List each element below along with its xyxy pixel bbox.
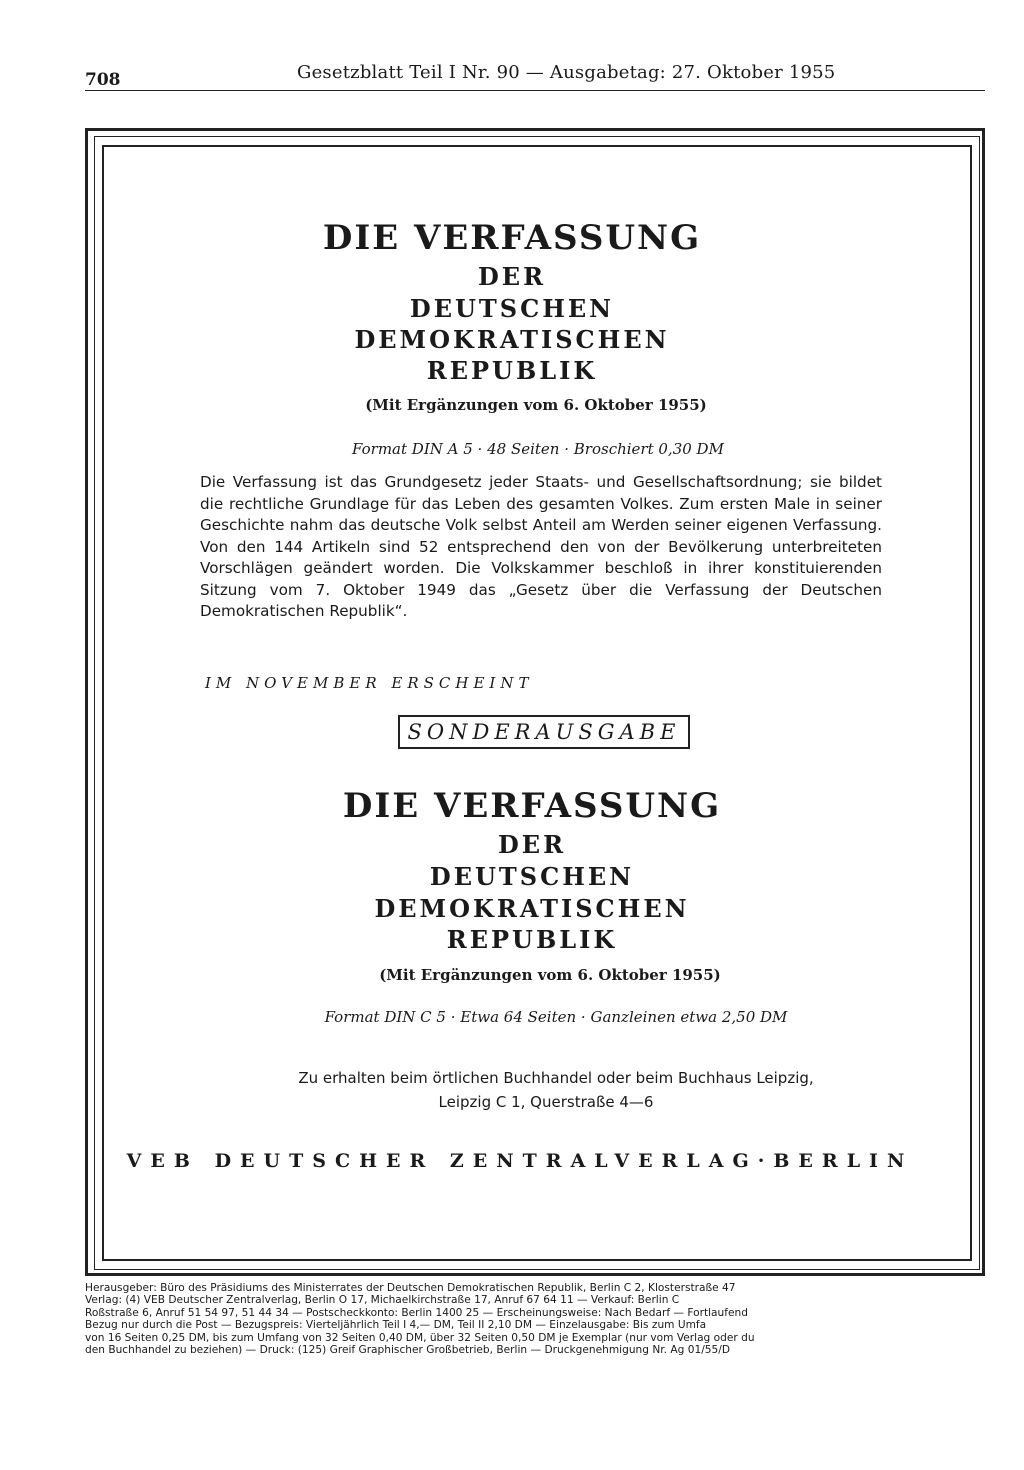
page-header [85, 62, 985, 91]
special-edition-box: SONDERAUSGABE [398, 715, 690, 749]
gazette-header-title: Gesetzblatt Teil I Nr. 90 — Ausgabetag: 27. Oktober 1955 [297, 62, 836, 83]
ad1-line-republik: REPUBLIK [426, 356, 598, 385]
ad2-line-republik: REPUBLIK [446, 925, 618, 954]
imprint-line: Bezug nur durch die Post — Bezugspreis: Vierteljährlich Teil I 4,— DM, Teil II 2,10 DM — Einzelausgabe: Bis zum Umfa [85, 1319, 707, 1332]
ad2-line-der: DER [497, 830, 567, 859]
ad1-description: Die Verfassung ist das Grundgesetz jeder Staats- und Gesellschaftsordnung; sie bildet die rechtliche Grundlage für das Leben des gesamten Volkes. Zum ersten Male in seiner Geschichte nahm das deutsche Volk selbst Anteil am Werden seiner eigenen Verfassung. Von den 144 Artikeln sind 52 entsprechend den von der Bevölkerung unterbreiteten Vorschlägen geändert worden. Die Volkskammer beschloß in ihrer konstituierenden Sitzung vom 7. Oktober 1949 das „Gesetz über die Verfassung der Deutschen Demokratischen Republik“. [200, 473, 882, 620]
ad2-supplement: (Mit Ergänzungen vom 6. Oktober 1955) [379, 966, 721, 984]
imprint-block [85, 1282, 1000, 1356]
distribution-line-1: Zu erhalten beim örtlichen Buchhandel oder beim Buchhaus Leipzig, [298, 1069, 814, 1087]
page-number: 708 [85, 70, 121, 90]
imprint-line: Verlag: (4) VEB Deutscher Zentralverlag, Berlin O 17, Michaelkirchstraße 17, Anruf 67 64 11 — Verkauf: Berlin C [85, 1294, 680, 1307]
ad2-line-deutschen: DEUTSCHEN [429, 862, 635, 891]
ad2-format: Format DIN C 5 · Etwa 64 Seiten · Ganzleinen etwa 2,50 DM [324, 1008, 788, 1026]
imprint-line: Roßstraße 6, Anruf 51 54 97, 51 44 34 — Postscheckkonto: Berlin 1400 25 — Erscheinungsweise: Nach Bedarf — Fortlaufend [85, 1306, 748, 1319]
imprint-line: den Buchhandel zu beziehen) — Druck: (125) Greif Graphischer Großbetrieb, Berlin — Druckgenehmigung Nr. Ag 01/55/D [85, 1344, 730, 1357]
imprint-line: Herausgeber: Büro des Präsidiums des Ministerrates der Deutschen Demokratischen Republik, Berlin C 2, Klosterstraße 47 [85, 1282, 736, 1294]
ad2-title: DIE VERFASSUNG [342, 786, 722, 826]
ad1-line-der: DER [477, 262, 547, 291]
ad1-format: Format DIN A 5 · 48 Seiten · Broschiert 0,30 DM [352, 440, 724, 458]
ad1-title: DIE VERFASSUNG [322, 218, 702, 258]
announcement-november: IM NOVEMBER ERSCHEINT [205, 674, 534, 692]
publisher-name: VEB DEUTSCHER ZENTRALVERLAG·BERLIN [126, 1150, 914, 1172]
distribution-line-2: Leipzig C 1, Querstraße 4—6 [438, 1093, 654, 1111]
ad1-supplement: (Mit Ergänzungen vom 6. Oktober 1955) [365, 396, 707, 414]
ad2-line-demokratischen: DEMOKRATISCHEN [374, 894, 690, 923]
ad1-line-deutschen: DEUTSCHEN [409, 294, 615, 323]
imprint-line: von 16 Seiten 0,25 DM, bis zum Umfang von 32 Seiten 0,40 DM, über 32 Seiten 0,50 DM je Exemplar (nur vom Verlag oder du [85, 1331, 755, 1344]
ad1-line-demokratischen: DEMOKRATISCHEN [354, 325, 670, 354]
